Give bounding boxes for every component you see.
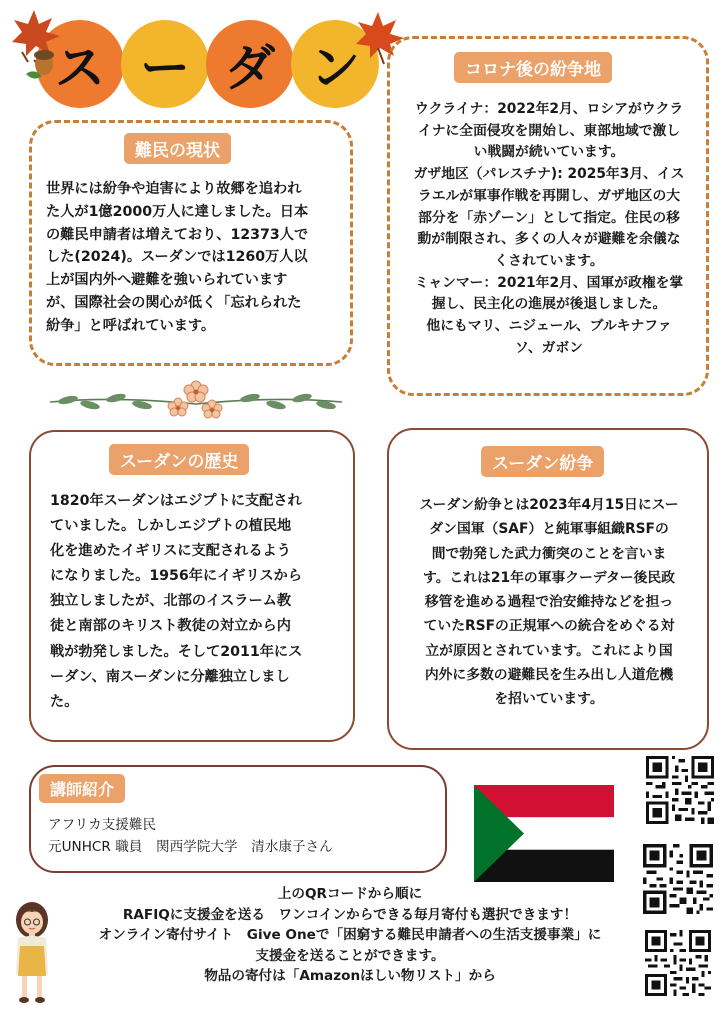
text-line: 独立しましたが、北部のイスラーム教 (50, 593, 292, 610)
text-line: スーダン紛争とは2023年4月15日にスー (419, 497, 679, 513)
text-line: 移管を進める過程で治安維持などを担っ (424, 594, 674, 611)
title-char: ス (55, 39, 105, 97)
text-line: ミャンマー：2021年2月、国軍が政権を掌 (414, 274, 684, 291)
text-line: 支援金を送ることができます。 (255, 947, 445, 964)
text-line: の難民申請者は増えており、12373人で (46, 226, 309, 243)
text-line: 立が原因とされています。これにより国 (425, 642, 673, 659)
war-heading: スーダン紛争 (482, 447, 603, 476)
maple-leaf-icon (4, 2, 74, 82)
text-line: 元UNHCR 職員 関西学院大学 清水康子さん (48, 839, 333, 855)
text-line: が、国際社会の関心が低く「忘れられた (46, 294, 302, 311)
history-heading: スーダンの歴史 (110, 445, 248, 474)
text-line: 動が制限され、多くの人々が避難を余儀な (417, 231, 681, 248)
title-circle-2 (121, 20, 209, 108)
text-line: になりました。1956年にイギリスから (50, 568, 303, 585)
text-line: 部分を「赤ゾーン」として指定。住民の移 (418, 209, 680, 226)
text-line: ていました。しかしエジプトの植民地 (50, 518, 292, 535)
sudan-flag (474, 785, 614, 882)
conflicts-text (396, 99, 702, 359)
donation-info (40, 884, 660, 987)
text-line: ラエルが軍事作戦を再開し、ガザ地区の大 (417, 187, 681, 204)
text-line: 他にもマリ、ニジェール、ブルキナファ (426, 318, 672, 335)
text-line: ーダン、南スーダンに分離独立しまし (50, 668, 290, 685)
text-line: イナに全面侵攻を開始し、東部地域で激し (417, 122, 681, 139)
text-line: ガザ地区（パレスチナ): 2025年3月、イス (413, 166, 685, 183)
text-line: ソ、ガボン (514, 339, 584, 356)
text-line: 戦が勃発しました。そして2011年にス (50, 643, 303, 660)
text-line: くされています。 (494, 252, 604, 269)
text-line: オンライン寄付サイト Give Oneで「困窮する難民申請者への生活支援事業」に (98, 927, 602, 943)
title-char: ー (140, 39, 190, 97)
conflicts-heading: コロナ後の紛争地 (455, 53, 611, 82)
text-line: 上が国内外へ避難を強いられています (46, 272, 288, 289)
text-line: 握し、民主化の進展が後退しました。 (431, 296, 667, 313)
text-line: ていたRSFの正規軍への統合をめぐる対 (423, 618, 675, 635)
text-line: アフリカ支援難民 (48, 817, 157, 833)
text-line: ダン国軍（SAF）と純軍事組織RSFの (429, 521, 669, 538)
text-line: した(2024)。スーダンでは1260万人以 (46, 249, 308, 266)
text-line: 世界には紛争や迫害により故郷を追われ (46, 181, 302, 197)
text-line: ウクライナ：2022年2月、ロシアがウクラ (414, 101, 684, 117)
text-line: た。 (50, 693, 79, 710)
text-line: RAFIQに支援金を送る ワンコインからできる毎月寄付も選択できます！ (122, 906, 578, 923)
text-line: 徒と南部のキリスト教徒の対立から内 (50, 618, 291, 635)
title-char: ダ (225, 39, 275, 97)
text-line: 間で勃発した武力衝突のことを言いま (431, 545, 667, 562)
text-line: 上のQRコードから順に (277, 886, 423, 902)
flower-branch-icon (46, 372, 346, 422)
war-text (396, 493, 702, 712)
refugee-heading: 難民の現状 (125, 134, 230, 163)
text-line: 内外に多数の避難民を生み出し人道危機 (424, 667, 674, 684)
text-line: 紛争」と呼ばれています。 (46, 317, 216, 334)
history-text (50, 489, 350, 715)
title-circle-3 (206, 20, 294, 108)
title-char: ン (310, 39, 360, 97)
speaker-heading: 講師紹介 (40, 775, 124, 802)
qr-code-rafiq[interactable] (646, 756, 714, 824)
refugee-text (46, 178, 346, 338)
text-line: す。これは21年の軍事クーデター後民政 (423, 569, 675, 586)
text-line: 1820年スーダンはエジプトに支配され (50, 493, 302, 509)
text-line: 化を進めたイギリスに支配されるよう (50, 543, 291, 560)
text-line: 物品の寄付は「Amazonほしい物リスト」から (204, 968, 496, 984)
speaker-text (48, 814, 333, 858)
text-line: を招いています。 (494, 691, 604, 708)
text-line: い戦闘が続いています。 (473, 144, 625, 161)
text-line: た人が1億2000万人に達しました。日本 (46, 203, 309, 220)
